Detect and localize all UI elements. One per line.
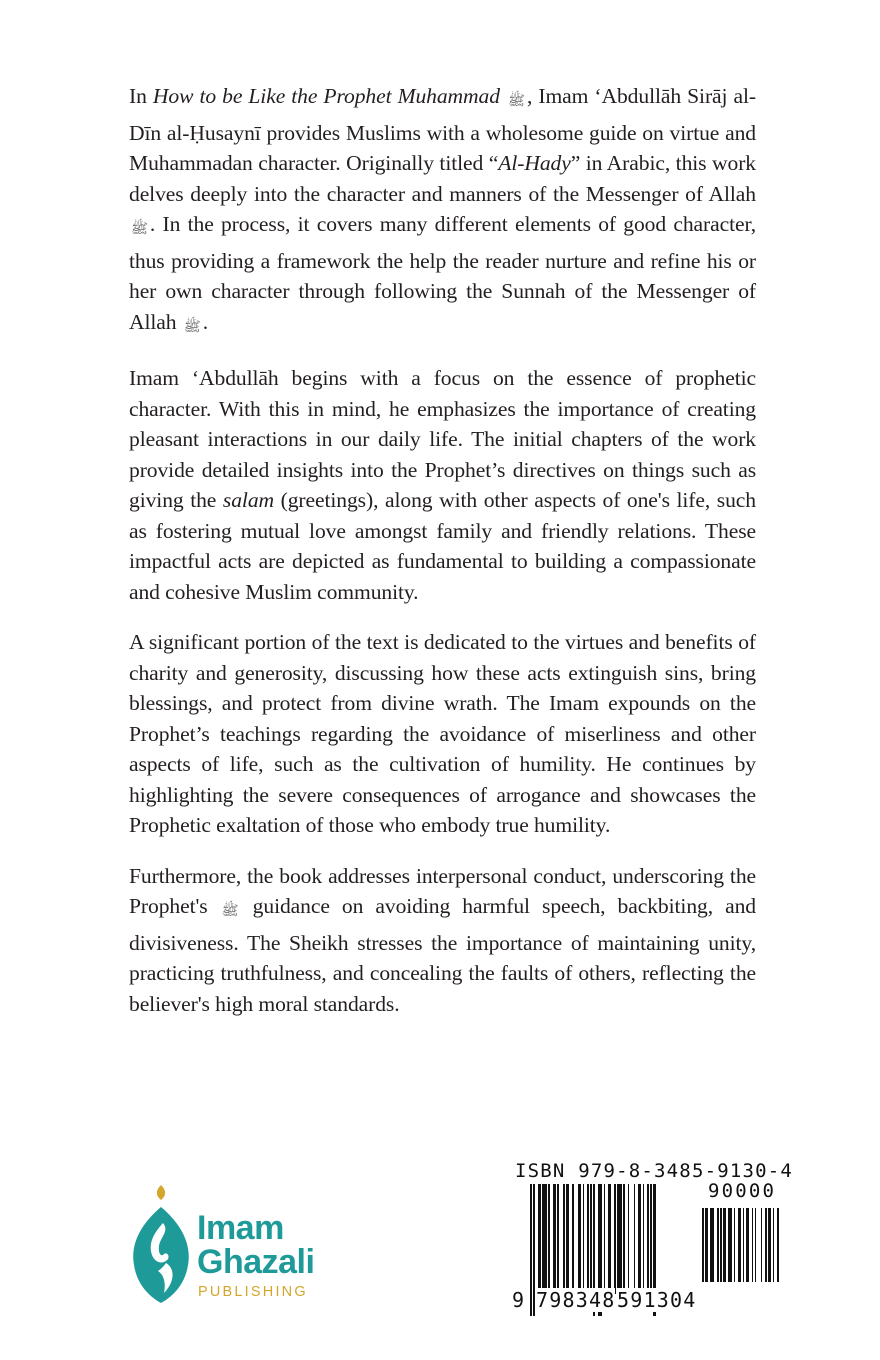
- back-cover-blurb: [129, 81, 756, 1039]
- text: guidance on avoiding harmful speech, backbiting, and divisiveness. The Sheikh stresses the importance of maintaining unity, practicing truthfulness, and concealing the faults of others, reflecting the believer's high moral standards.: [129, 894, 756, 1016]
- honorific-icon: ﷺ: [131, 222, 148, 237]
- logo-imam-text: Imam: [197, 1209, 284, 1247]
- paragraph-4: [129, 861, 756, 1020]
- text: Imam ‘Abdullāh begins with a focus on the essence of prophetic character. With this in mind, he emphasizes the importance of creating pleasant interactions in our daily life. The initial chapters of the work provide detailed insights into the Prophet’s directives on things such as giving the: [129, 366, 756, 512]
- text: ” in Arabic, this work delves deeply into the character and manners of the Messenger of Allah: [129, 151, 756, 206]
- ean-right-digits: 591304: [617, 1288, 697, 1312]
- honorific-icon: ﷺ: [183, 319, 201, 335]
- price-addon-label: 90000: [708, 1180, 777, 1202]
- logo-publishing-text: PUBLISHING: [198, 1284, 308, 1300]
- logo-ghazali-text: Ghazali: [197, 1243, 315, 1281]
- isbn-label: ISBN 979-8-3485-9130-4: [515, 1160, 794, 1182]
- original-title: Al-Hady: [498, 151, 571, 175]
- ean-left-digits: 798348: [536, 1288, 616, 1312]
- addon-barcode-bars: [702, 1208, 782, 1304]
- text: . In the process, it covers many different elements of good character, thus providing a framework the help the reader nurture and refine his or her own character through following the Sunnah of the Messenger of Allah: [129, 212, 756, 334]
- salam-term: salam: [222, 488, 275, 512]
- paragraph-2: [129, 363, 756, 607]
- text: In: [129, 84, 153, 108]
- honorific-icon: ﷺ: [508, 94, 525, 109]
- text: Furthermore, the book addresses interpersonal conduct, underscoring the Prophet's: [129, 863, 756, 918]
- text: (greetings), along with other aspects of one's life, such as fostering mutual love amongst family and friendly relations. These impactful acts are depicted as fundamental to building a compassionate and cohesive Muslim community.: [129, 488, 756, 604]
- text: , Imam ‘Abdullāh Sirāj al-Dīn al-Ḥusaynī provides Muslims with a wholesome guide on virtue and Muhammadan character. Originally titled “: [129, 84, 756, 175]
- ean-first-digit: 9: [512, 1288, 526, 1312]
- text: .: [202, 309, 209, 334]
- flame-drop-icon: [130, 1185, 192, 1305]
- paragraph-1: [129, 81, 756, 343]
- paragraph-3: A significant portion of the text is dedicated to the virtues and benefits of charity and generosity, discussing how these acts extinguish sins, bring blessings, and protect from divine wrath. The Imam expounds on the Prophet’s teachings regarding the avoidance of miserliness and other aspects of life, such as the cultivation of humility. He continues by highlighting the severe consequences of arrogance and showcases the Prophetic exaltation of those who embody true humility.: [129, 630, 756, 837]
- isbn-barcode: [512, 1160, 794, 1320]
- book-title: How to be Like the Prophet Muhammad: [152, 84, 500, 108]
- publisher-logo: [130, 1185, 330, 1305]
- honorific-icon: ﷺ: [221, 904, 239, 919]
